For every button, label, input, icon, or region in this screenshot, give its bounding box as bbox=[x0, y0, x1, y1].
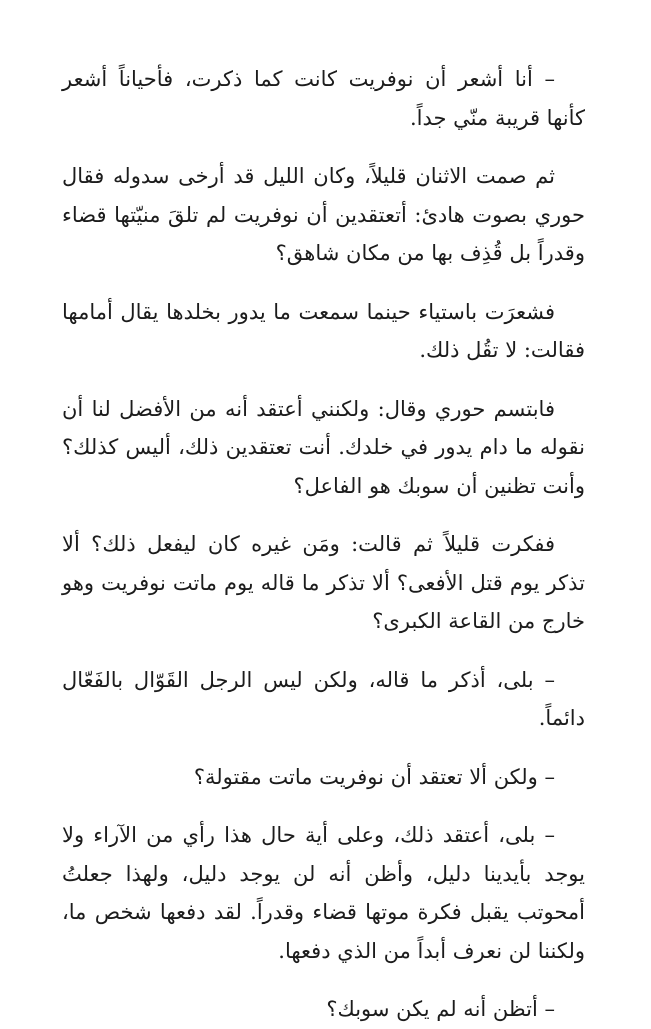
paragraph-2: ثم صمت الاثنان قليلاً، وكان الليل قد أرخى سدوله فقال حوري بصوت هادئ: أتعتقدين أن نوفريت لم تلقَ منيّتها قضاء وقدراً بل قُذِف بها من مكان شاهق؟ bbox=[62, 164, 585, 265]
paragraph-6: – بلى، أذكر ما قاله، ولكن ليس الرجل القَوّال بالفَعّال دائماً. bbox=[62, 667, 585, 730]
paragraph-1: – أنا أشعر أن نوفريت كانت كما ذكرت، فأحياناً أشعر كأنها قريبة منّي جداً. bbox=[62, 67, 585, 130]
paragraph-3: فشعرَت باستياء حينما سمعت ما يدور بخلدها يقال أمامها فقالت: لا تقُل ذلك. bbox=[62, 299, 585, 362]
paragraph-5: ففكرت قليلاً ثم قالت: ومَن غيره كان ليفعل ذلك؟ ألا تذكر يوم قتل الأفعى؟ ألا تذكر ما قاله يوم ماتت نوفريت وهو خارج من القاعة الكبرى؟ bbox=[62, 532, 585, 633]
paragraph-7: – ولكن ألا تعتقد أن نوفريت ماتت مقتولة؟ bbox=[193, 764, 555, 789]
paragraph-4: فابتسم حوري وقال: ولكنني أعتقد أنه من الأفضل لنا أن نقوله ما دام يدور في خلدك. أنت تعتقدين ذلك، أليس كذلك؟ وأنت تظنين أن سوبك هو الفاعل؟ bbox=[62, 396, 585, 498]
page-text bbox=[62, 60, 585, 1029]
paragraph-9: – أتظن أنه لم يكن سوبك؟ bbox=[326, 997, 555, 1021]
paragraph-8: – بلى، أعتقد ذلك، وعلى أية حال هذا رأي من الآراء ولا يوجد بأيدينا دليل، وأظن أنه لن يوجد دليل، ولهذا جعلتُ أمحوتب يقبل فكرة موتها قضاء وقدراً. لقد دفعها شخص ما، ولكننا لن نعرف أبداً من الذي دفعها. bbox=[62, 823, 585, 963]
